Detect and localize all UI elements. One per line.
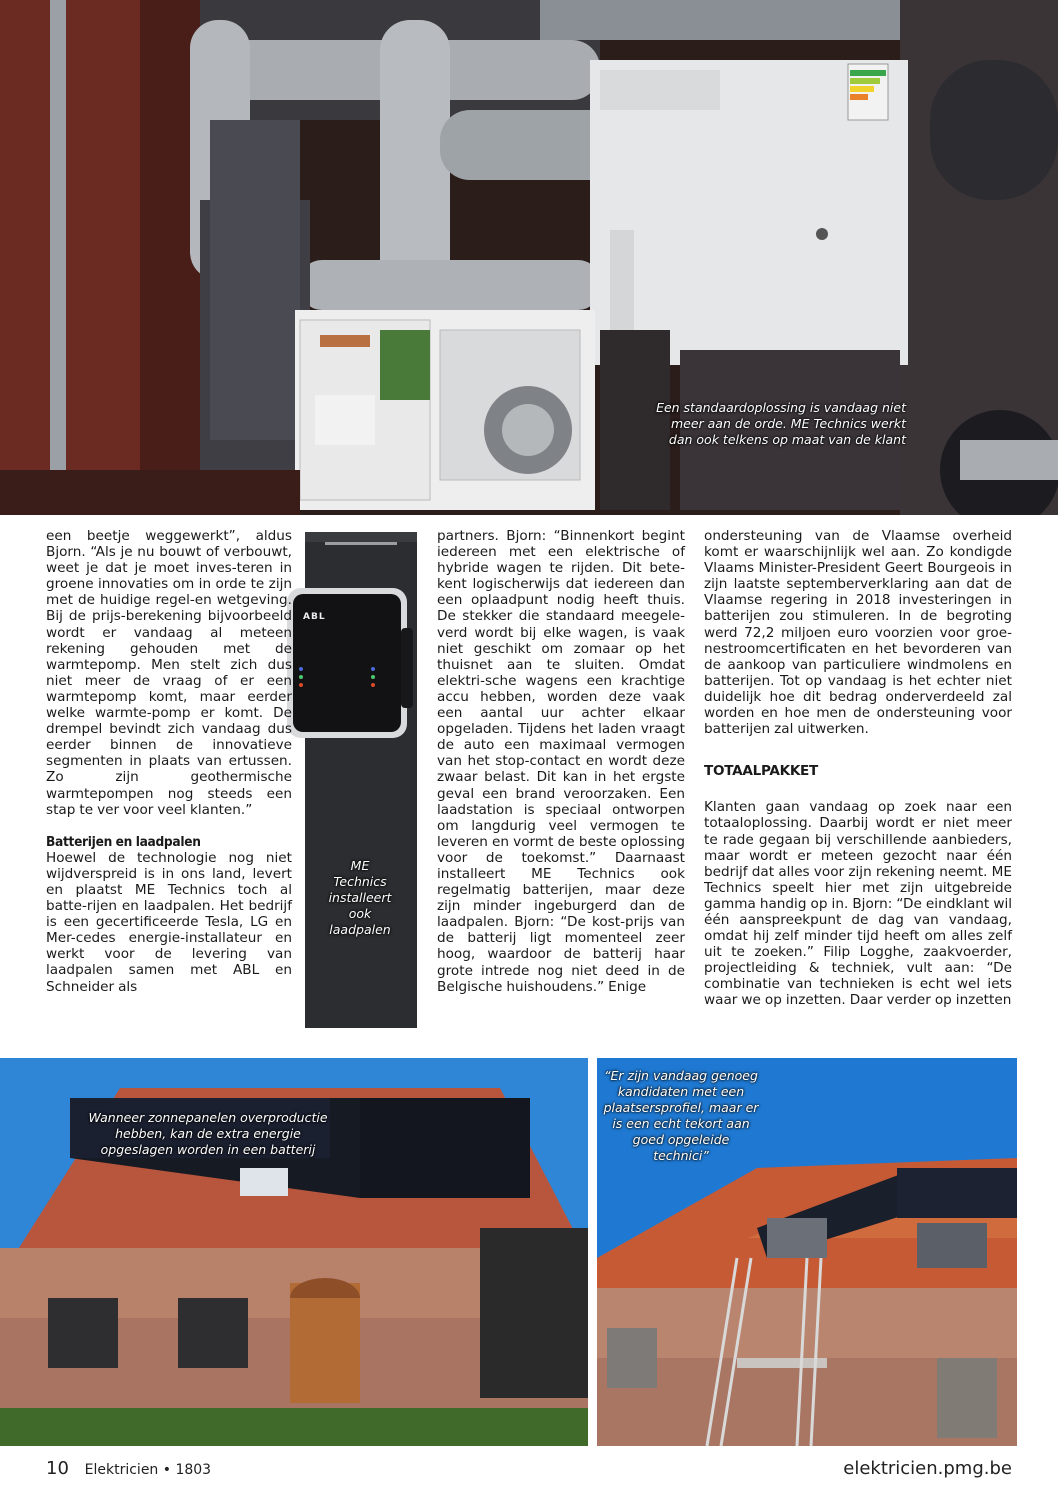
charging-station-photo: [285, 528, 445, 1028]
caption-line: hebben, kan de extra energie: [115, 1126, 301, 1141]
body-paragraph: Hoewel de technologie nog niet wijdverspreid is in ons land, levert en plaatst ME Technics toch al batte-rijen en laadpalen. Het bedrijf is een gecertificeerde Tesla, LG en Mer-cedes energie-installateur en werkt voor de levering van laadpalen samen met ABL en Schneider als: [46, 849, 292, 995]
article-column-1: [46, 528, 292, 995]
caption-line: dan ook telkens op maat van de klant: [668, 432, 906, 447]
heading-totaalpakket: TOTAALPAKKET: [704, 763, 819, 780]
website-link[interactable]: elektricien.pmg.be: [843, 1458, 1012, 1479]
body-paragraph: een beetje weggewerkt”, aldus Bjorn. “Als je nu bouwt of verbouwt, weet je dat je moet inves-teren in groene innovaties om in orde te zijn met de huidige regel-en wetgeving. Bij de prijs-berekening bijvoorbeeld wordt er vandaag al meteen rekening gehouden met de warmtepomp. Men stelt zich dus niet meer de vraag of er een warmtepomp komt, maar eerder welke warmte-pomp er komt. De drempel bevindt zich vandaag dus eerder binnen de innovatieve segmenten in plaats van ertussen. Zo zijn geothermische warmtepompen nog steeds een stap te ver voor veel klanten.”: [46, 528, 292, 818]
body-paragraph: Klanten gaan vandaag op zoek naar een totaaloplossing. Daarbij wordt er niet meer te rade gegaan bij verschillende aanbieders, maar wordt er meteen gezocht naar één bedrijf dat alles voor zijn rekening neemt. ME Technics speelt hier met zijn uitgebreide gamma handig op in. Bjorn: “De eindklant wil één aanspreekpunt de dag van vandaag, omdat hij zelf minder tijd heeft om alles zelf uit te zoeken.” Filip Logghe, zaakvoerder, projectleiding & techniek, vult aan: “De combinatie van technieken is echt wel iets waar we op inzetten. Daar verder op inzetten: [704, 799, 1012, 1009]
caption-line: Een standaardoplossing is vandaag niet: [656, 400, 906, 415]
article-column-2: [437, 528, 685, 995]
caption-line: opgeslagen worden in een batterij: [100, 1142, 316, 1157]
body-paragraph: ondersteuning van de Vlaamse overheid komt er waarschijnlijk wel aan. Zo kondigde Vlaams Minister-President Geert Bourgeois in zijn laatste septemberverklaring aan dat de Vlaamse regering in 2018 investeringen in batterijen zou stimuleren. In de begroting werd 72,2 miljoen euro voorzien voor groe-nestroomcertificaten en het bevorderen van de aankoop van particuliere windmolens en batterijen. Tot op vandaag is het echter niet duidelijk hoe dit bedrag onderverdeeld zal worden en hoe men de ondersteuning voor batterijen zal uitwerken.: [704, 528, 1012, 738]
page-footer-left: [46, 1458, 211, 1479]
caption-line: Technics: [333, 874, 387, 889]
article-column-3: [704, 528, 1012, 1009]
caption-line: is een echt tekort aan: [612, 1116, 750, 1131]
magazine-issue: Elektricien • 1803: [84, 1462, 212, 1478]
charger-photo-caption: [315, 858, 405, 938]
caption-line: goed opgeleide technici”: [632, 1132, 730, 1163]
caption-line: kandidaten met een: [617, 1084, 745, 1099]
page-number: 10: [46, 1458, 69, 1479]
subheading-batteries: Batterijen en laadpalen: [46, 833, 201, 850]
caption-line: “Er zijn vandaag genoeg: [604, 1068, 758, 1083]
caption-line: ook: [348, 906, 372, 921]
charger-brand-label: ABL: [303, 612, 326, 622]
caption-line: Wanneer zonnepanelen overproductie: [88, 1110, 328, 1125]
caption-line: ME: [350, 858, 370, 873]
caption-line: laadpalen: [329, 922, 391, 937]
body-paragraph: partners. Bjorn: “Binnenkort begint iedereen met een elektrische of hybride wagen te rijden. Dit bete-kent logischerwijs dat iedereen dan een oplaadpunt nodig heeft thuis. De stekker die standaard meegele-verd wordt bij elke wagen, is vaak niet geschikt om zomaar op het thuisnet aan te sluiten. Omdat elektri-sche wagens een krachtige accu hebben, worden deze vaak een aantal uur achter elkaar opgeladen. Tijdens het laden vraagt de auto een maximaal vermogen van het stop-contact en wordt deze zwaar belast. Dit kan in het ergste geval een brand veroorzaken. Een laadstation is speciaal ontworpen om langdurig veel vermogen te leveren en vormt de beste oplossing voor de toekomst.” Daarnaast installeert ME Technics ook regelmatig batterijen, maar deze zijn minder ingeburgerd dan de laadpalen. Bjorn: “De kost-prijs van de batterij ligt momenteel zeer hoog, waardoor de batterij haar grote intrede nog niet deed in de Belgische huishoudens.” Enige: [437, 528, 685, 995]
house-left-caption: [88, 1110, 328, 1158]
top-photo-caption: [656, 400, 906, 448]
caption-line: plaatsersprofiel, maar er: [603, 1100, 759, 1115]
caption-line: meer aan de orde. ME Technics werkt: [670, 416, 906, 431]
caption-line: installeert: [328, 890, 392, 905]
house-right-caption: [603, 1068, 759, 1164]
